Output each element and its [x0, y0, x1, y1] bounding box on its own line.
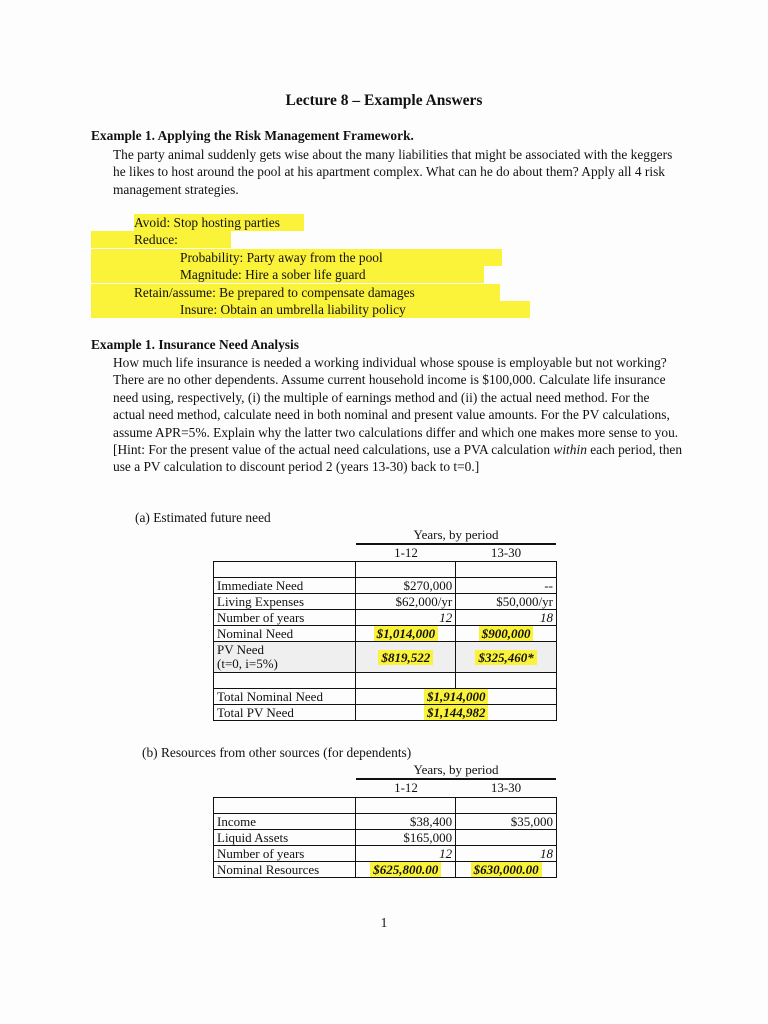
table-row: Living Expenses $62,000/yr $50,000/yr	[214, 594, 557, 610]
strategy-magnitude: Magnitude: Hire a sober life guard	[91, 266, 484, 283]
table-row: Number of years 12 18	[214, 610, 557, 626]
table-b-caption: (b) Resources from other sources (for dependents)	[142, 745, 412, 760]
table-row: Nominal Need $1,014,000 $900,000	[214, 626, 557, 642]
table-b-group-header: Years, by period	[413, 762, 499, 777]
table-b-col1-header: 1-12	[394, 780, 418, 795]
table-a	[213, 561, 557, 721]
strategy-insure: Insure: Obtain an umbrella liability policy	[91, 301, 530, 318]
table-row: Number of years 12 18	[214, 846, 557, 862]
table-row: PV Need (t=0, i=5%) $819,522 $325,460*	[214, 642, 557, 673]
table-row: Immediate Need $270,000 --	[214, 578, 557, 594]
page-number: 1	[380, 915, 388, 930]
table-row: Income $38,400 $35,000	[214, 814, 557, 830]
table-a-col2-header: 13-30	[490, 545, 522, 560]
example-2-heading: Example 1. Insurance Need Analysis	[91, 337, 299, 352]
table-row	[214, 673, 557, 689]
strategy-avoid: Avoid: Stop hosting parties	[134, 214, 304, 231]
example-1-heading: Example 1. Applying the Risk Management Framework.	[91, 128, 414, 143]
table-row	[214, 562, 557, 578]
table-row: Liquid Assets $165,000	[214, 830, 557, 846]
table-a-col1-header: 1-12	[394, 545, 418, 560]
example-2-paragraph: How much life insurance is needed a working individual whose spouse is employable but not working? There are no other dependents. Assume current household income is $100,000. Calculate life insurance need using, respectively, (i) the multiple of earnings method and (ii) the actual need method. For the actual need method, calculate need in both nominal and present value amounts. For the PV calculations, assume APR=5%. Explain why the latter two calculations differ and which one makes more sense to you. [Hint: For the present value of the actual need calculations, use a PVA calculation within each period, then use a PV calculation to discount period 2 (years 13-30) back to t=0.]	[113, 355, 683, 475]
table-row: Nominal Resources $625,800.00 $630,000.00	[214, 862, 557, 878]
table-b-col2-header: 13-30	[490, 780, 522, 795]
table-b	[213, 797, 557, 878]
table-a-caption: (a) Estimated future need	[135, 510, 271, 525]
table-a-group-header: Years, by period	[413, 527, 499, 542]
table-row: Total PV Need $1,144,982	[214, 705, 557, 721]
strategy-reduce: Reduce:	[91, 231, 231, 248]
strategy-retain: Retain/assume: Be prepared to compensate damages	[91, 284, 500, 301]
example-1-paragraph: The party animal suddenly gets wise about the many liabilities that might be associated with the keggers he likes to host around the pool at his apartment complex. What can he do about them? Apply all 4 risk management strategies.	[113, 147, 673, 197]
table-row	[214, 798, 557, 814]
strategy-probability: Probability: Party away from the pool	[91, 249, 502, 266]
page-title: Lecture 8 – Example Answers	[285, 92, 483, 109]
table-row: Total Nominal Need $1,914,000	[214, 689, 557, 705]
